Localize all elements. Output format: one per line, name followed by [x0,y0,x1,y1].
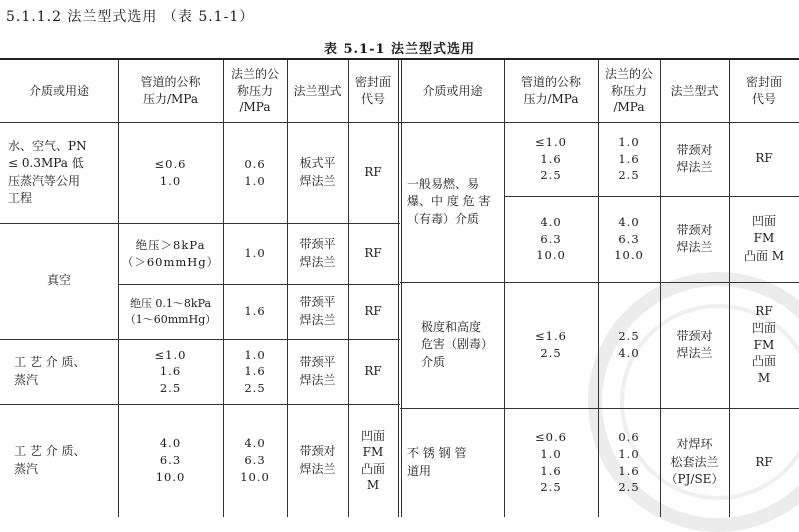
header-flange-pressure-left: 法兰的公 称压力 /MPa [230,66,279,115]
right-row-2-flange-type: 带颈对 焊法兰 [676,328,713,360]
right-row-0-medium: 一般易燃、易 爆、中 度 危 害 （有毒）介质 [407,176,491,226]
left-row-4-flange-pressure: 4.0 6.3 10.0 [240,436,270,484]
left-row-1-medium: 真空 [46,273,71,288]
left-row-1-flange-pressure: 1.0 [244,246,266,261]
left-row-2-flange-type: 带颈平 焊法兰 [299,295,336,327]
left-row-1-seal-code: RF [364,245,382,260]
right-row-0-pressure: ≤1.0 1.6 2.5 [535,134,567,183]
right-row-2-seal-code: RF 凹面 FM 凸面 M [751,304,776,386]
left-row-3-flange-pressure: 1.0 1.6 2.5 [244,348,266,395]
left-row-0-seal-code: RF [364,164,382,179]
left-row-4-pressure: 4.0 6.3 10.0 [155,436,186,484]
left-row-3-seal-code: RF [364,363,382,378]
right-row-2-pressure: ≤1.6 2.5 [535,329,567,360]
left-row-3-flange-type: 带颈平 焊法兰 [299,355,336,387]
right-row-1-seal-code: 凹面 FM 凸面 M [743,213,785,263]
right-row-0-flange-pressure: 1.0 1.6 2.5 [618,134,640,183]
right-row-1-flange-pressure: 4.0 6.3 10.0 [614,214,644,263]
right-row-3-flange-pressure: 0.6 1.0 1.6 2.5 [618,430,640,495]
left-row-0-flange-type: 板式平 焊法兰 [299,156,336,188]
left-row-2-flange-pressure: 1.6 [244,304,266,319]
left-row-0-pressure: ≤0.6 1.0 [154,156,187,188]
left-row-0-medium: 水、空气、PN ≤ 0.3MPa 低 压蒸汽等公用 工程 [8,138,87,205]
left-row-4-seal-code: 凹面 FM 凸面 M [360,429,385,492]
left-row-4-flange-type: 带颈对 焊法兰 [299,444,336,476]
right-row-0-flange-type: 带颈对 焊法兰 [676,142,713,174]
table-caption: 表 5.1-1 法兰型式选用 [323,42,476,57]
header-seal-code-left: 密封面 代号 [354,75,391,106]
right-row-3-pressure: ≤0.6 1.0 1.6 2.5 [535,430,567,495]
right-row-2-flange-pressure: 2.5 4.0 [618,329,640,360]
header-pressure-right: 管道的公称 压力/MPa [520,75,581,106]
left-row-1-flange-type: 带颈平 焊法兰 [299,237,336,269]
right-row-2-medium: 极度和高度 危害（剧毒） 介质 [421,319,494,369]
left-row-0-flange-pressure: 0.6 1.0 [244,156,266,188]
left-row-1-pressure: 绝压＞8kPa （＞60mmHg） [121,237,220,269]
right-row-0-seal-code: RF [755,151,773,166]
section-heading: 5.1.1.2 法兰型式选用 （表 5.1-1） [6,9,255,25]
header-seal-code-right: 密封面 代号 [745,75,782,106]
header-pressure-left: 管道的公称 压力/MPa [140,75,201,106]
header-flange-type-left: 法兰型式 [293,83,342,98]
right-row-1-flange-type: 带颈对 焊法兰 [676,222,713,254]
left-row-2-seal-code: RF [364,303,382,318]
left-row-2-pressure: 绝压 0.1～8kPa （1～60mmHg） [124,296,217,326]
right-row-3-flange-type: 对焊环 松套法兰 （PJ/SE） [665,437,724,487]
right-row-3-seal-code: RF [755,454,773,469]
left-row-3-pressure: ≤1.0 1.6 2.5 [154,348,187,395]
header-flange-pressure-right: 法兰的公 称压力 /MPa [604,66,653,115]
header-flange-type-right: 法兰型式 [670,83,719,98]
header-medium-right: 介质或用途 [422,83,483,98]
left-row-4-medium: 工 艺 介 质、 蒸汽 [14,444,86,476]
flange-type-table [0,58,799,517]
header-medium-left: 介质或用途 [28,83,89,98]
left-row-3-medium: 工 艺 介 质、 蒸汽 [14,355,86,387]
right-row-3-medium: 不 锈 钢 管 道用 [407,446,467,478]
right-row-1-pressure: 4.0 6.3 10.0 [536,214,566,263]
